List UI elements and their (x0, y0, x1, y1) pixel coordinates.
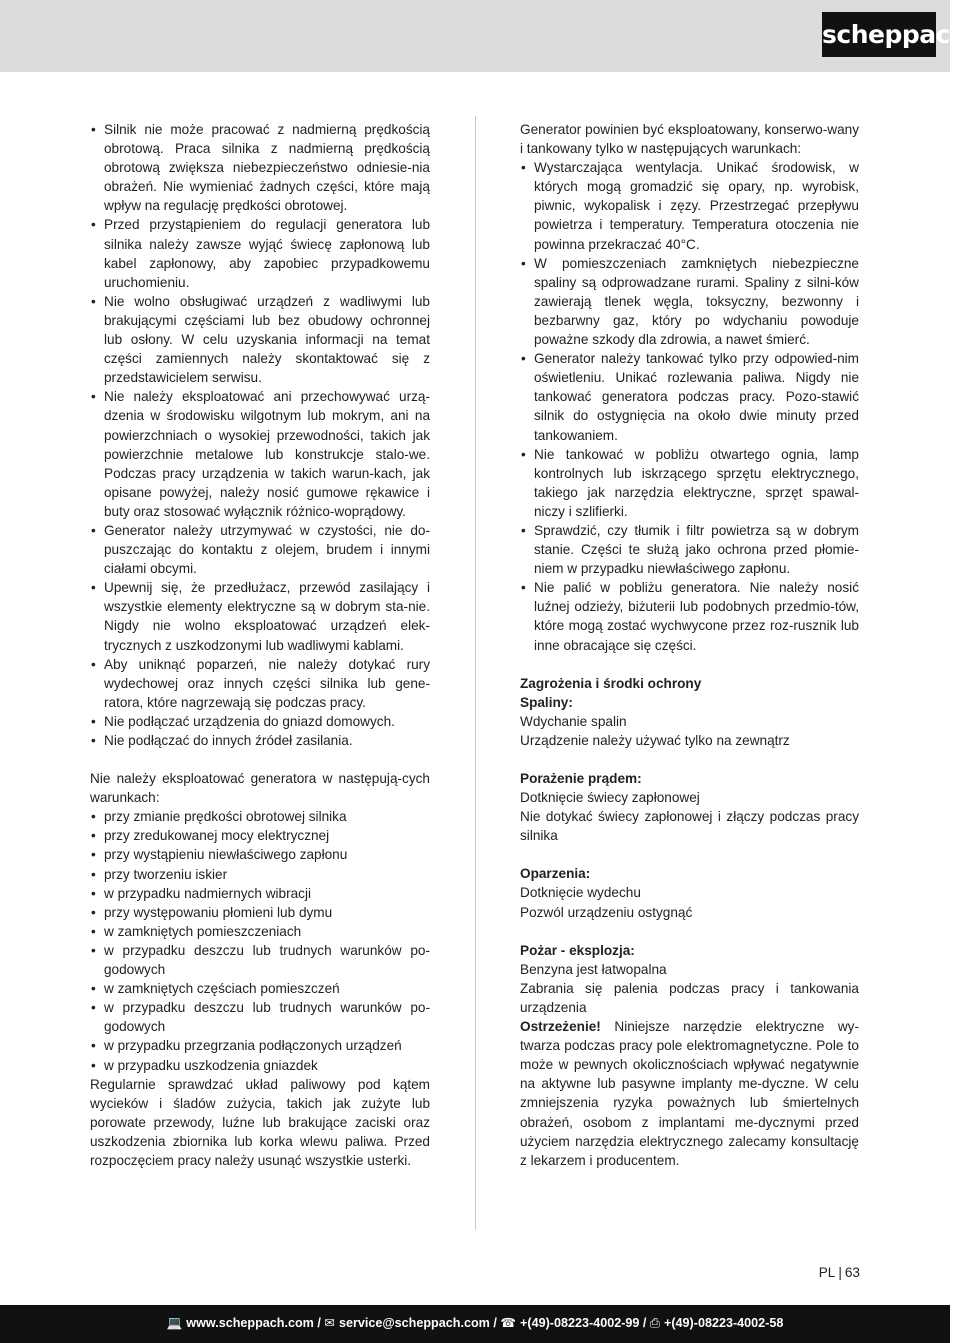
contact-separator: / (489, 1316, 501, 1330)
list-item: • Upewnij się, że przedłużacz, przewód zasilający i wszystkie elementy elektryczne są w dobrym sta-nie. Nigdy nie wolno eksploatować urządzeń elek-trycznych z uszkodzonymi lub wadliwymi kablami. (90, 578, 430, 654)
list-item: • Wystarczająca wentylacja. Unikać środowisk, w których mogą gromadzić się opary, np. wyrobisk, piwnic, wykopalisk i zęzy. Przestrzegać przepływu powietrza i temperatury. Temperatura otoczenia nie powinna przekraczać 40°C. (520, 158, 859, 253)
envelope-icon: ✉ (324, 1316, 335, 1330)
right-column (520, 120, 859, 1170)
list-item: • Generator należy tankować tylko przy odpowied-nim oświetleniu. Unikać rozlewania paliwa. Nigdy nie tankować generatora podczas pracy. Pozo-stawić silnik do ostygnięcia na około dwie minuty przed tankowaniem. (520, 349, 859, 444)
language-code: PL (818, 1265, 836, 1280)
fire-heading: Pożar - eksplozja: (520, 942, 635, 958)
list-item: • w przypadku przegrzania podłączonych urządzeń (90, 1036, 430, 1055)
emf-warning (520, 1017, 859, 1170)
safety-bullet-list (90, 120, 430, 750)
hazards-heading: Zagrożenia i środki ochrony (520, 675, 702, 691)
burns-line: Dotknięcie wydechu (520, 885, 641, 901)
list-item: • Przed przystąpieniem do regulacji generatora lub silnika należy zawsze wyjąć świecę zapłonową lub kabel zapłonowy, aby zapobiec przypadkowemu uruchomieniu. (90, 215, 430, 291)
contact-bar (0, 1305, 950, 1343)
list-item: • w przypadku deszczu lub trudnych warunków po-godowych (90, 941, 430, 979)
list-item: • przy zredukowanej mocy elektrycznej (90, 826, 430, 845)
list-item: • Nie palić w pobliżu generatora. Nie należy nosić luźnej odzieży, biżuterii lub podobnych przedmio-tów, które mogą zostać wychwycone przez roz-rusznik lub inne obracające się części. (520, 578, 859, 654)
laptop-icon: 💻 (166, 1316, 183, 1330)
fax-number: +(49)-08223-4002-58 (664, 1316, 784, 1330)
fuel-system-paragraph: Regularnie sprawdzać układ paliwowy pod kątem wycieków i śladów zużycia, takich jak zużyte lub porowate przewody, luźne lub brakujące zaciski oraz uszkodzenia zbiornika lub korka wlewu paliwa. Przed rozpoczęciem pracy należy usunąć wszystkie usterki. (90, 1076, 430, 1168)
list-item: • przy tworzeniu iskier (90, 865, 430, 884)
list-item: • Nie podłączać urządzenia do gniazd domowych. (90, 712, 430, 731)
contact-separator: / (313, 1316, 325, 1330)
operating-conditions-list (520, 158, 859, 654)
email-link[interactable]: service@scheppach.com (338, 1316, 490, 1330)
list-item: • przy wystąpieniu niewłaściwego zapłonu (90, 845, 430, 864)
warning-label: Ostrzeżenie! (520, 1019, 601, 1035)
list-item: • przy zmianie prędkości obrotowej silnika (90, 807, 430, 826)
list-item: • Silnik nie może pracować z nadmierną prędkością obrotową. Praca silnika z nadmierną prędkością obrotową zwiększa niebezpieczeństwo odniesie-nia obrażeń. Nie wymieniać żadnych części, które mają wpływ na regulację prędkości obrotowej. (90, 120, 430, 215)
list-item: • W pomieszczeniach zamkniętych niebezpieczne spaliny są odprowadzane rurami. Spaliny z silni-ków zawierają tlenek węgla, toksyczny, bezwonny i bezbarwny gaz, który po wdychaniu powoduje poważne szkody dla zdrowia, a nawet śmierć. (520, 254, 859, 349)
left-column (90, 120, 430, 1170)
phone-icon: ☎ (500, 1316, 517, 1330)
exhaust-line: Urządzenie należy używać tylko na zewnątrz (520, 732, 790, 748)
shock-line: Nie dotykać świecy zapłonowej i złączy podczas pracy silnika (520, 809, 859, 844)
list-item: • Nie podłączać do innych źródeł zasilania. (90, 731, 430, 750)
contact-separator: / (639, 1316, 650, 1330)
scheppach-logo: scheppach (822, 12, 936, 57)
fire-line: Zabrania się palenia podczas pracy i tankowania urządzenia (520, 980, 859, 1015)
fax-icon: ⎙ (649, 1316, 660, 1330)
page-separator: | (838, 1265, 842, 1280)
shock-heading: Porażenie prądem: (520, 771, 642, 786)
conditions-intro: Nie należy eksploatować generatora w następują-cych warunkach: (90, 771, 430, 806)
page-number-value: 63 (844, 1265, 860, 1280)
warning-text: Niniejsze narzędzie elektryczne wy-twarza podczas pracy pole elektromagnetyczne. Pole to może w pewnych okolicznościach wpływać negatywnie na aktywne lub pasywne implanty me-dyczne. W celu zmniejszenia ryzyka poważnych lub śmiertelnych obrażeń, osobom z implantami me-dycznymi przed użyciem narzędzia elektrycznego zalecamy konsultację z lekarzem i producentem. (520, 1019, 859, 1168)
list-item: • w przypadku uszkodzenia gniazdek (90, 1056, 430, 1075)
fire-line: Benzyna jest łatwopalna (520, 961, 667, 977)
list-item: • Generator należy utrzymywać w czystości, nie do-puszczając do kontaktu z olejem, brudem i innymi ciałami obcymi. (90, 521, 430, 578)
burns-heading: Oparzenia: (520, 866, 591, 882)
operating-conditions-intro: Generator powinien być eksploatowany, konserwo-wany i tankowany tylko w następujących warunkach: (520, 122, 859, 157)
list-item: • w zamkniętych pomieszczeniach (90, 922, 430, 941)
list-item: • Aby uniknąć poparzeń, nie należy dotykać rury wydechowej oraz innych części silnika lub gene-ratora, które nagrzewają się podczas pracy. (90, 655, 430, 712)
list-item: • Sprawdzić, czy tłumik i filtr powietrza są w dobrym stanie. Części te służą jako ochrona przed płomie-niem w przypadku niewłaściwego zapłonu. (520, 521, 859, 578)
page-number (819, 1265, 860, 1280)
list-item: • w przypadku deszczu lub trudnych warunków po-godowych (90, 998, 430, 1036)
header-band (0, 0, 950, 72)
website-link[interactable]: www.scheppach.com (186, 1316, 314, 1330)
shock-line: Dotknięcie świecy zapłonowej (520, 790, 700, 806)
list-item: • w przypadku nadmiernych wibracji (90, 884, 430, 903)
burns-line: Pozwól urządzeniu ostygnąć (520, 904, 693, 920)
conditions-list (90, 807, 430, 1074)
exhaust-line: Wdychanie spalin (520, 713, 627, 729)
column-divider (475, 116, 476, 1230)
list-item: • w zamkniętych częściach pomieszczeń (90, 979, 430, 998)
list-item: • Nie należy eksploatować ani przechowywać urzą-dzenia w środowisku wilgotnym lub mokrym, ani na powierzchniach o wysokiej przewodności, takich jak powierzchnie metalowe lub konstrukcje stalo-we. Podczas pracy urządzenia w takich warun-kach, jak opisane powyżej, należy nosić gumowe rękawice i buty oraz stosować wyłącznik różnico-woprądowy. (90, 387, 430, 521)
phone-number: +(49)-08223-4002-99 (520, 1316, 640, 1330)
list-item: • Nie tankować w pobliżu otwartego ognia, lamp kontrolnych lub iskrzącego sprzętu elektrycznego, takiego jak narzędzia elektryczne, sprzęt spawal-niczy i szlifierki. (520, 445, 859, 521)
list-item: • przy występowaniu płomieni lub dymu (90, 903, 430, 922)
list-item: • Nie wolno obsługiwać urządzeń z wadliwymi lub brakującymi częściami lub bez obudowy ochronnej lub osłony. W celu uzyskania informacji na temat części zamiennych należy skontaktować się z przedstawicielem serwisu. (90, 292, 430, 387)
exhaust-heading: Spaliny: (520, 694, 573, 710)
